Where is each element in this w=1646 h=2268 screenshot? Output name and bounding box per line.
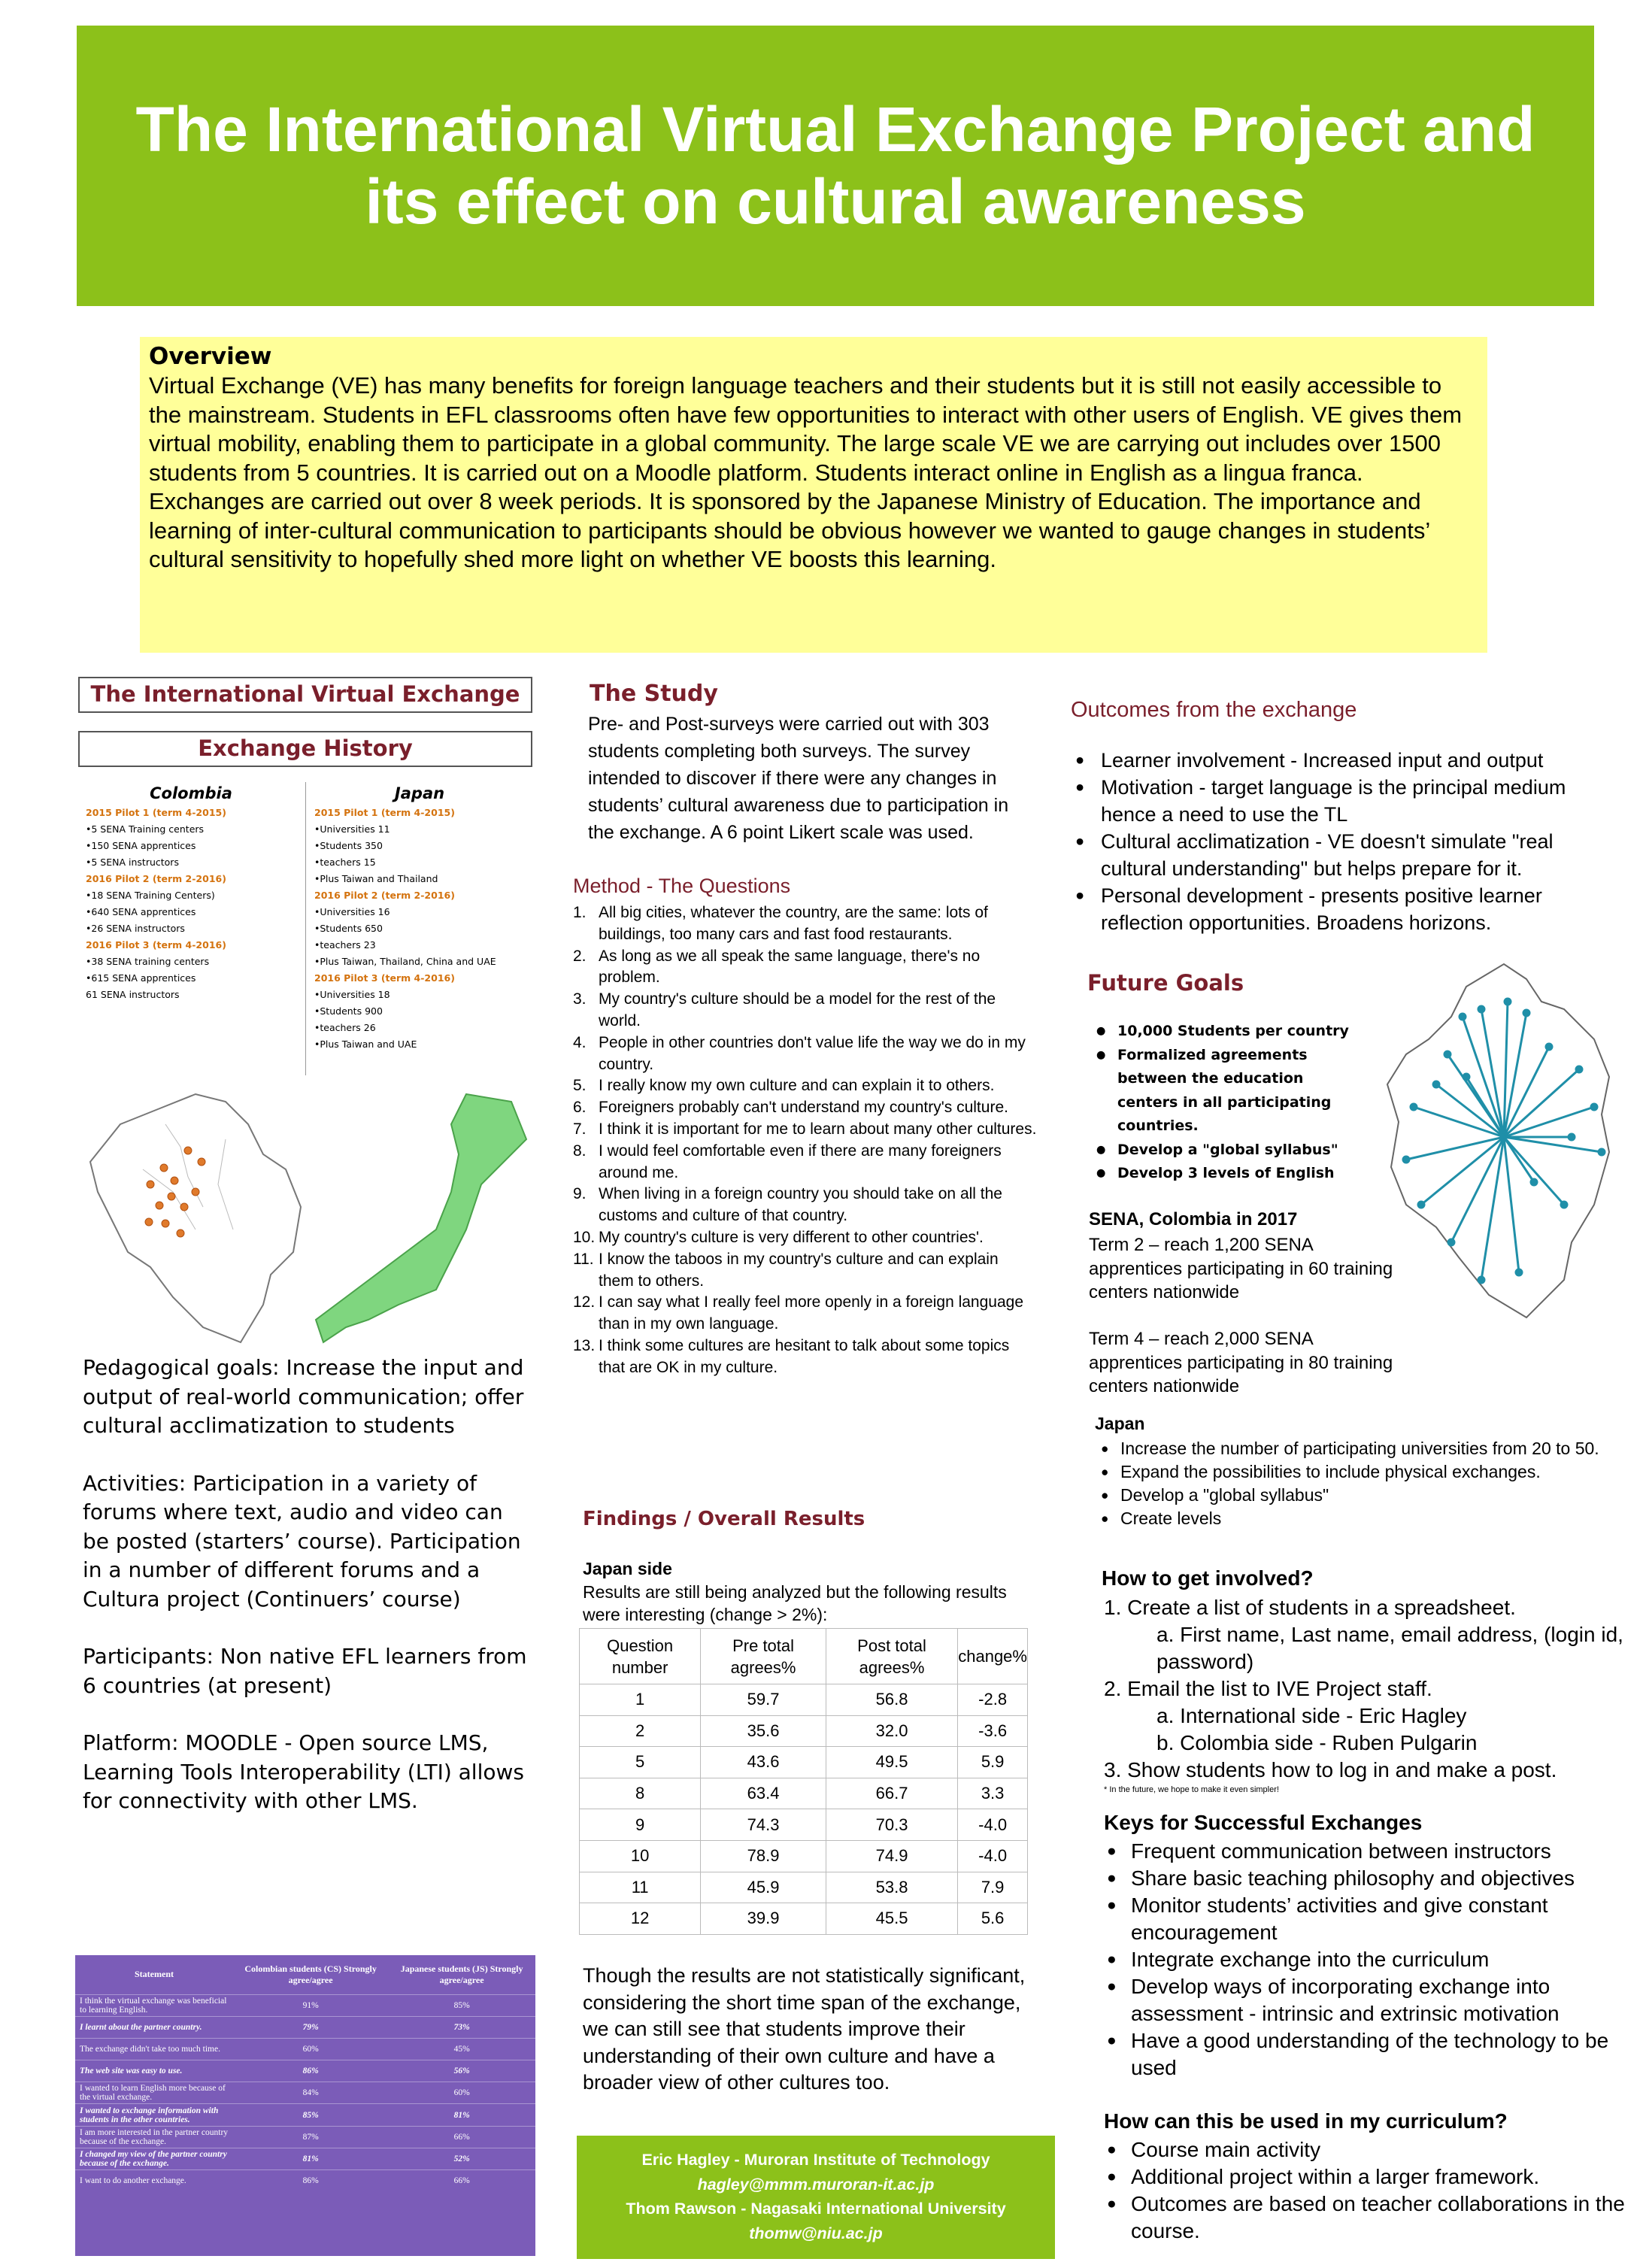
results-cell: 2 <box>580 1715 701 1747</box>
activities-text: Activities: Participation in a variety of forums where text, audio and video can be posted (starters’ course). Participation in a number of different forums and a Cultura project (Continuers’ course) <box>83 1470 521 1612</box>
question-text: My country's culture should be a model for the rest of the world. <box>599 990 996 1029</box>
question-text: I think some cultures are hesitant to talk about some topics that are OK in my culture. <box>599 1336 1010 1376</box>
map-arrow-head <box>1463 1074 1469 1080</box>
survey-statement: I want to do another exchange. <box>75 2170 233 2192</box>
results-row <box>580 1840 1028 1872</box>
question-item <box>573 989 1038 1032</box>
question-number: 11. <box>573 1250 594 1268</box>
results-cell: -2.8 <box>958 1684 1028 1716</box>
question-item <box>573 1227 1038 1249</box>
sena-term4: Term 4 – reach 2,000 SENA apprentices participating in 80 training centers nationwide <box>1089 1329 1393 1396</box>
outcome-item: ● Cultural acclimatization - VE doesn't simulate "real cultural understanding" but helps prepare for it. <box>1072 828 1614 882</box>
survey-statement: I think the virtual exchange was beneficial to learning English. <box>75 1994 233 2016</box>
curriculum-item: ● Course main activity <box>1104 2136 1630 2163</box>
curriculum-title: How can this be used in my curriculum? <box>1104 2109 1508 2133</box>
results-cell: 78.9 <box>701 1840 826 1872</box>
results-cell: 39.9 <box>701 1903 826 1935</box>
goal-item: ● 10,000 Students per country <box>1096 1020 1367 1044</box>
history-line: 61 SENA instructors <box>86 989 180 1000</box>
results-cell: -4.0 <box>958 1840 1028 1872</box>
study-text: Pre- and Post-surveys were carried out with 303 students completing both surveys. The survey intended to discover if there were any changes in students’ cultural awareness due to participation in the exchange. A 6 point Likert scale was used. <box>588 714 1009 843</box>
future-goals-list <box>1096 1020 1367 1186</box>
survey-js-value: 81% <box>388 2104 535 2126</box>
history-line: •150 SENA apprentices <box>86 840 196 851</box>
future-goals-title: Future Goals <box>1087 970 1244 996</box>
results-cell: 35.6 <box>701 1715 826 1747</box>
map-arrow-head <box>1531 1179 1537 1185</box>
question-text: My country's culture is very different to other countries'. <box>599 1228 984 1246</box>
survey-cs-value: 84% <box>233 2082 388 2104</box>
results-cell: 10 <box>580 1840 701 1872</box>
history-line: •Universities 16 <box>314 906 390 917</box>
goal-item: ● Formalized agreements between the education centers in all participating countries. <box>1096 1044 1367 1139</box>
map-arrow-head <box>1569 1134 1575 1140</box>
japan-goal-item: ● Expand the possibilities to include physical exchanges. <box>1098 1460 1624 1484</box>
results-cell: 53.8 <box>826 1872 957 1903</box>
involve-step-3: 3. Show students how to log in and make a post. <box>1104 1758 1557 1781</box>
japan-column <box>307 782 532 1053</box>
japan-goal-item: ● Create levels <box>1098 1507 1624 1530</box>
involve-step-2b: b. Colombia side - Ruben Pulgarin <box>1156 1731 1478 1754</box>
question-text: I know the taboos in my country's culture and can explain them to others. <box>599 1250 999 1290</box>
poster-title: The International Virtual Exchange Project and its effect on cultural awareness <box>135 94 1535 237</box>
survey-cs-value: 85% <box>233 2104 388 2126</box>
sena-title: SENA, Colombia in 2017 <box>1089 1209 1298 1230</box>
results-header-question: Question number <box>580 1629 701 1684</box>
question-item <box>573 1119 1038 1141</box>
history-line: •38 SENA training centers <box>86 956 210 967</box>
survey-header-js: Japanese students (JS) Strongly agree/agree <box>400 1963 523 1985</box>
question-item <box>573 1336 1038 1379</box>
outcomes-title: Outcomes from the exchange <box>1071 698 1357 722</box>
keys-title: Keys for Successful Exchanges <box>1104 1811 1423 1834</box>
sena-term2: Term 2 – reach 1,200 SENA apprentices participating in 60 training centers nationwide <box>1089 1235 1393 1302</box>
survey-row <box>75 2060 535 2082</box>
exchange-history-title: Exchange History <box>78 731 532 767</box>
key-item: ● Integrate exchange into the curriculum <box>1104 1946 1630 1973</box>
key-item: ● Share basic teaching philosophy and objectives <box>1104 1865 1630 1892</box>
map-arrow-head <box>1505 999 1511 1005</box>
question-number: 12. <box>573 1293 596 1311</box>
platform-text: Platform: MOODLE - Open source LMS, Learning Tools Interoperability (LTI) allows for connectivity with other LMS. <box>83 1730 524 1813</box>
question-list <box>573 902 1038 1379</box>
outcome-item: ● Motivation - target language is the principal medium hence a need to use the TL <box>1072 774 1614 828</box>
survey-js-value: 66% <box>388 2126 535 2148</box>
results-header-post: Post total agrees% <box>826 1629 957 1684</box>
survey-row <box>75 2126 535 2148</box>
results-cell: 1 <box>580 1684 701 1716</box>
survey-statement: I wanted to exchange information with students in the other countries. <box>75 2104 233 2126</box>
results-header-change: change% <box>958 1629 1028 1684</box>
history-line: •teachers 23 <box>314 939 376 951</box>
history-line: •Universities 11 <box>314 823 390 835</box>
survey-header-cs: Colombian students (CS) Strongly agree/agree <box>244 1963 377 1985</box>
pedagogy-section <box>83 1354 534 1845</box>
question-text: People in other countries don't value life the way we do in my country. <box>599 1033 1026 1073</box>
history-line: •teachers 15 <box>314 857 376 868</box>
key-item: ● Monitor students’ activities and give constant encouragement <box>1104 1892 1630 1946</box>
question-item <box>573 1184 1038 1227</box>
results-cell: 43.6 <box>701 1747 826 1778</box>
results-cell: -4.0 <box>958 1809 1028 1841</box>
goal-item: ● Develop a "global syllabus" <box>1096 1139 1367 1163</box>
colombia-arrows-map <box>1376 957 1620 1325</box>
history-line: 2016 Pilot 2 (term 2-2016) <box>86 873 226 884</box>
question-number: 3. <box>573 990 587 1008</box>
survey-js-value: 45% <box>388 2038 535 2060</box>
results-cell: 45.9 <box>701 1872 826 1903</box>
colombia-lines <box>78 805 304 1003</box>
survey-statement: I wanted to learn English more because of the virtual exchange. <box>75 2082 233 2104</box>
japan-goal-item: ● Develop a "global syllabus" <box>1098 1484 1624 1507</box>
ive-title: The International Virtual Exchange <box>78 677 532 713</box>
history-line: •640 SENA apprentices <box>86 906 196 917</box>
curriculum-item: ● Additional project within a larger framework. <box>1104 2163 1630 2191</box>
question-number: 9. <box>573 1185 587 1203</box>
outcomes-list <box>1072 747 1614 936</box>
map-arrow-head <box>1433 1081 1439 1087</box>
map-arrow-head <box>1411 1104 1417 1110</box>
history-line: 2015 Pilot 1 (term 4-2015) <box>314 807 455 818</box>
results-row <box>580 1809 1028 1841</box>
question-number: 8. <box>573 1142 587 1160</box>
history-line: 2015 Pilot 1 (term 4-2015) <box>86 807 226 818</box>
question-number: 1. <box>573 904 587 921</box>
map-arrow-head <box>1418 1202 1424 1208</box>
question-item <box>573 1097 1038 1119</box>
keys-list <box>1104 1838 1630 2082</box>
results-cell: 11 <box>580 1872 701 1903</box>
overview-text: Virtual Exchange (VE) has many benefits for foreign language teachers and their students but it is still not easily accessible to the mainstream. Students in EFL classrooms often have few opportunities to interact with other users of English. VE gives them virtual mobility, enabling them to participate in a global community. The large scale VE we are carrying out includes over 1500 students from 5 countries. It is carried out on a Moodle platform. Students interact online in English as a lingua franca. Exchanges are carried out over 8 week periods. It is sponsored by the Japanese Ministry of Education. The importance and learning of inter-cultural communication to participants should be obvious however we wanted to gauge changes in students’ cultural sensitivity to hopefully shed more light on whether VE boosts this learning. <box>149 372 1463 572</box>
results-cell: 5.6 <box>958 1903 1028 1935</box>
results-row <box>580 1872 1028 1903</box>
results-cell: 74.3 <box>701 1809 826 1841</box>
survey-header-statement: Statement <box>135 1969 174 1980</box>
involve-note: * In the future, we hope to make it even simpler! <box>1104 1785 1279 1794</box>
results-row <box>580 1684 1028 1716</box>
survey-cs-value: 60% <box>233 2038 388 2060</box>
survey-row <box>75 2016 535 2038</box>
results-cell: 32.0 <box>826 1715 957 1747</box>
curriculum-item: ● Outcomes are based on teacher collaborations in the course. <box>1104 2191 1630 2245</box>
survey-cs-value: 81% <box>233 2148 388 2169</box>
results-table <box>579 1628 1028 1935</box>
history-line: •18 SENA Training Centers) <box>86 890 215 901</box>
history-line: •Students 650 <box>314 923 383 934</box>
results-row <box>580 1903 1028 1935</box>
survey-js-value: 85% <box>388 1994 535 2016</box>
colombia-column <box>78 782 304 1003</box>
author-1: Eric Hagley - Muroran Institute of Technology <box>641 2151 990 2169</box>
history-line: 2016 Pilot 3 (term 4-2016) <box>314 972 455 984</box>
involve-step-2a: a. International side - Eric Hagley <box>1156 1704 1467 1727</box>
map-arrow-head <box>1576 1066 1582 1072</box>
question-text: I think it is important for me to learn about many other cultures. <box>599 1120 1037 1138</box>
japan-goal-item: ● Increase the number of participating universities from 20 to 50. <box>1098 1437 1624 1460</box>
japan-heading: Japan <box>394 784 445 802</box>
results-note: Results are still being analyzed but the following results were interesting (change > 2%): <box>583 1582 1007 1624</box>
survey-statement: The web site was easy to use. <box>75 2060 233 2082</box>
history-line: •teachers 26 <box>314 1022 376 1033</box>
question-number: 4. <box>573 1033 587 1051</box>
results-cell: 7.9 <box>958 1872 1028 1903</box>
email-1: hagley@mmm.muroran-it.ac.jp <box>697 2175 935 2194</box>
survey-cs-value: 86% <box>233 2060 388 2082</box>
survey-js-value: 56% <box>388 2060 535 2082</box>
outcome-item: ● Learner involvement - Increased input and output <box>1072 747 1614 774</box>
key-item: ● Frequent communication between instructors <box>1104 1838 1630 1865</box>
map-arrow-head <box>1444 1051 1450 1057</box>
results-cell: 12 <box>580 1903 701 1935</box>
question-number: 13. <box>573 1336 596 1354</box>
survey-cs-value: 86% <box>233 2170 388 2192</box>
pedagogy-text: Pedagogical goals: Increase the input and output of real-world communication; offer cultural acclimatization to students <box>83 1355 524 1438</box>
map-arrow-head <box>1478 1006 1484 1012</box>
question-item <box>573 1249 1038 1293</box>
survey-js-value: 52% <box>388 2148 535 2169</box>
question-item <box>573 1141 1038 1184</box>
results-row <box>580 1778 1028 1809</box>
map-arrow-head <box>1599 1149 1605 1155</box>
author-2: Thom Rawson - Nagasaki International University <box>626 2200 1006 2218</box>
conclusion-text: Though the results are not statistically significant, considering the short time span of the exchange, we can still see that students improve their understanding of their own culture and have a broader view of other cultures too. <box>583 1964 1026 2094</box>
results-cell: 5 <box>580 1747 701 1778</box>
map-arrow-head <box>1561 1202 1567 1208</box>
survey-row <box>75 1994 535 2016</box>
map-arrow-head <box>1523 1010 1529 1016</box>
question-number: 6. <box>573 1099 587 1117</box>
history-line: •5 SENA Training centers <box>86 823 205 835</box>
question-number: 2. <box>573 947 587 965</box>
question-number: 10. <box>573 1228 596 1246</box>
results-cell: 49.5 <box>826 1747 957 1778</box>
title-banner <box>77 26 1594 306</box>
survey-statement: I learnt about the partner country. <box>75 2016 233 2038</box>
japan-goals-title: Japan <box>1095 1414 1145 1433</box>
contact-box <box>577 2136 1055 2259</box>
method-title: Method - The Questions <box>573 875 791 897</box>
history-line: •26 SENA instructors <box>86 923 185 934</box>
map-arrow-head <box>1448 1239 1454 1245</box>
involve-step-2: 2. Email the list to IVE Project staff. <box>1104 1677 1432 1700</box>
survey-cs-value: 87% <box>233 2126 388 2148</box>
history-line: •Students 350 <box>314 840 383 851</box>
survey-row <box>75 2082 535 2104</box>
results-cell: 8 <box>580 1778 701 1809</box>
results-cell: 74.9 <box>826 1840 957 1872</box>
map-arrow-head <box>1460 1014 1466 1020</box>
question-item <box>573 946 1038 990</box>
japan-lines <box>307 805 532 1053</box>
results-cell: 56.8 <box>826 1684 957 1716</box>
history-line: •Plus Taiwan and Thailand <box>314 873 438 884</box>
japan-outline <box>316 1094 526 1342</box>
study-title: The Study <box>590 681 718 707</box>
results-cell: 59.7 <box>701 1684 826 1716</box>
key-item: ● Have a good understanding of the technology to be used <box>1104 2027 1630 2082</box>
results-header-pre: Pre total agrees% <box>701 1629 826 1684</box>
history-line: 2016 Pilot 3 (term 4-2016) <box>86 939 226 951</box>
japan-side-label: Japan side <box>583 1559 672 1578</box>
history-line: •Students 900 <box>314 1005 383 1017</box>
goal-item: ● Develop 3 levels of English <box>1096 1162 1367 1186</box>
survey-statement: I am more interested in the partner country because of the exchange. <box>75 2126 233 2148</box>
question-item <box>573 1075 1038 1097</box>
survey-statement: The exchange didn't take too much time. <box>75 2038 233 2060</box>
map-arrow-head <box>1478 1277 1484 1283</box>
question-text: Foreigners probably can't understand my country's culture. <box>599 1099 1008 1117</box>
involve-step-1a: a. First name, Last name, email address, (login id, password) <box>1156 1623 1623 1673</box>
overview-heading: Overview <box>149 343 272 370</box>
history-line: •Plus Taiwan, Thailand, China and UAE <box>314 956 496 967</box>
map-arrow-head <box>1546 1044 1552 1050</box>
results-row <box>580 1715 1028 1747</box>
question-text: When living in a foreign country you should take on all the customs and culture of that country. <box>599 1185 1002 1225</box>
survey-js-value: 73% <box>388 2016 535 2038</box>
question-text: All big cities, whatever the country, are the same: lots of buildings, too many cars and fast food restaurants. <box>599 904 988 943</box>
curriculum-list <box>1104 2136 1630 2245</box>
colombia-outline <box>90 1094 301 1342</box>
results-cell: 9 <box>580 1809 701 1841</box>
survey-row <box>75 2148 535 2169</box>
colombia-japan-maps <box>75 1079 534 1350</box>
findings-title: Findings / Overall Results <box>583 1508 865 1530</box>
results-cell: 5.9 <box>958 1747 1028 1778</box>
results-cell: 70.3 <box>826 1809 957 1841</box>
involve-title: How to get involved? <box>1102 1566 1314 1590</box>
question-text: I can say what I really feel more openly in a foreign language than in my own language. <box>599 1293 1024 1333</box>
participants-text: Participants: Non native EFL learners from 6 countries (at present) <box>83 1644 527 1698</box>
survey-statement: I changed my view of the partner country because of the exchange. <box>75 2148 233 2169</box>
question-number: 7. <box>573 1120 587 1138</box>
survey-cs-value: 79% <box>233 2016 388 2038</box>
email-2: thomw@niu.ac.jp <box>749 2224 883 2242</box>
survey-results-table <box>75 1955 535 2256</box>
map-arrow-head <box>1591 1104 1597 1110</box>
question-text: I really know my own culture and can explain it to others. <box>599 1077 995 1095</box>
column-divider <box>305 782 306 1075</box>
question-item <box>573 1292 1038 1336</box>
involve-step-1: 1. Create a list of students in a spreadsheet. <box>1104 1596 1516 1619</box>
map-arrow-head <box>1403 1157 1409 1163</box>
survey-row <box>75 2104 535 2126</box>
results-cell: 63.4 <box>701 1778 826 1809</box>
survey-js-value: 66% <box>388 2170 535 2192</box>
question-item <box>573 902 1038 946</box>
colombia-heading: Colombia <box>150 784 232 802</box>
involve-steps <box>1104 1594 1630 1796</box>
results-cell: 3.3 <box>958 1778 1028 1809</box>
survey-js-value: 60% <box>388 2082 535 2104</box>
results-cell: 45.5 <box>826 1903 957 1935</box>
question-item <box>573 1032 1038 1076</box>
history-line: •Universities 18 <box>314 989 390 1000</box>
history-line: •5 SENA instructors <box>86 857 179 868</box>
overview-box <box>140 337 1487 653</box>
survey-row <box>75 2038 535 2060</box>
history-line: •Plus Taiwan and UAE <box>314 1038 417 1050</box>
results-cell: -3.6 <box>958 1715 1028 1747</box>
history-line: •615 SENA apprentices <box>86 972 196 984</box>
question-text: I would feel comfortable even if there are many foreigners around me. <box>599 1142 1002 1181</box>
question-text: As long as we all speak the same language, there's no problem. <box>599 947 981 987</box>
exchange-history-table <box>78 782 532 1075</box>
survey-row <box>75 2170 535 2192</box>
history-line: 2016 Pilot 2 (term 2-2016) <box>314 890 455 901</box>
results-row <box>580 1747 1028 1778</box>
map-arrow-head <box>1516 1269 1522 1275</box>
results-cell: 66.7 <box>826 1778 957 1809</box>
outcome-item: ● Personal development - presents positive learner reflection opportunities. Broadens horizons. <box>1072 882 1614 936</box>
japan-goals-list <box>1098 1437 1624 1530</box>
question-number: 5. <box>573 1077 587 1095</box>
survey-cs-value: 91% <box>233 1994 388 2016</box>
key-item: ● Develop ways of incorporating exchange into assessment - intrinsic and extrinsic motivation <box>1104 1973 1630 2027</box>
